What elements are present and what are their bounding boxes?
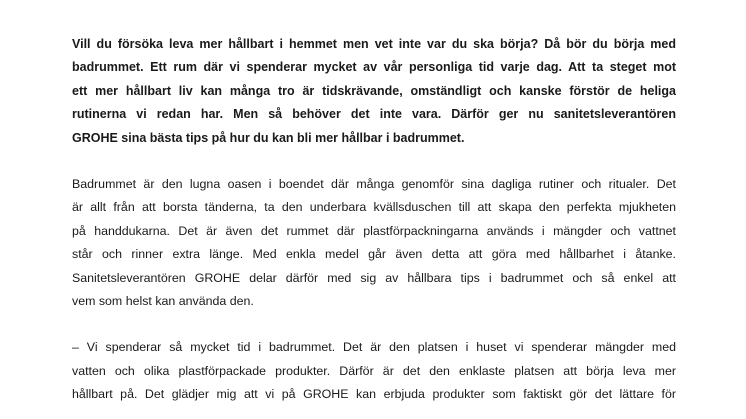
- body-line: på handdukarna. Det är även det rummet där plastförpackningarna används i mängder och vattnet: [72, 223, 676, 238]
- lead-line: Vill du försöka leva mer hållbart i hemmet men vet inte var du ska börja? Då bör du börja med: [72, 37, 676, 51]
- body-line: Sanitetsleverantören GROHE delar därför med sig av hållbara tips i badrummet och så enkel att: [72, 270, 676, 285]
- paragraph-spacer: [72, 150, 676, 173]
- body-line: hållbart på. Det glädjer mig att vi på GROHE kan erbjuda produkter som faktiskt gör det lättare för: [72, 387, 676, 402]
- lead-paragraph: [72, 33, 676, 150]
- body-paragraph-2: [72, 336, 676, 406]
- lead-line: badrummet. Ett rum där vi spenderar mycket av vår personliga tid varje dag. Att ta steget mot: [72, 60, 676, 75]
- body-paragraph-1: [72, 173, 676, 313]
- lead-line: ett mer hållbart liv kan många tro är tidskrävande, omständligt och kanske förstör de heliga: [72, 83, 676, 98]
- body-line: är allt från att borsta tänderna, ta den underbara kvällsduschen till att skapa den perfekta mjukheten: [72, 200, 676, 215]
- body-line: Badrummet är den lugna oasen i boendet där många genomför sina dagliga rutiner och ritualer. Det: [72, 177, 676, 192]
- document-page: [72, 33, 676, 407]
- lead-line: GROHE sina bästa tips på hur du kan bli mer hållbar i badrummet.: [72, 130, 465, 145]
- paragraph-spacer: [72, 313, 676, 336]
- lead-line: rutinerna vi redan har. Men så behöver det inte vara. Därför ger nu sanitetsleverantören: [72, 107, 676, 122]
- body-line: vem som helst kan använda den.: [72, 294, 254, 309]
- body-line: – Vi spenderar så mycket tid i badrummet. Det är den platsen i huset vi spenderar mängder med: [72, 340, 676, 355]
- body-line: vatten och olika plastförpackade produkter. Därför är det den enklaste platsen att börja leva mer: [72, 363, 676, 378]
- body-line: står och rinner extra länge. Med enkla medel går även detta att göra med hållbarhet i åtanke.: [72, 247, 676, 262]
